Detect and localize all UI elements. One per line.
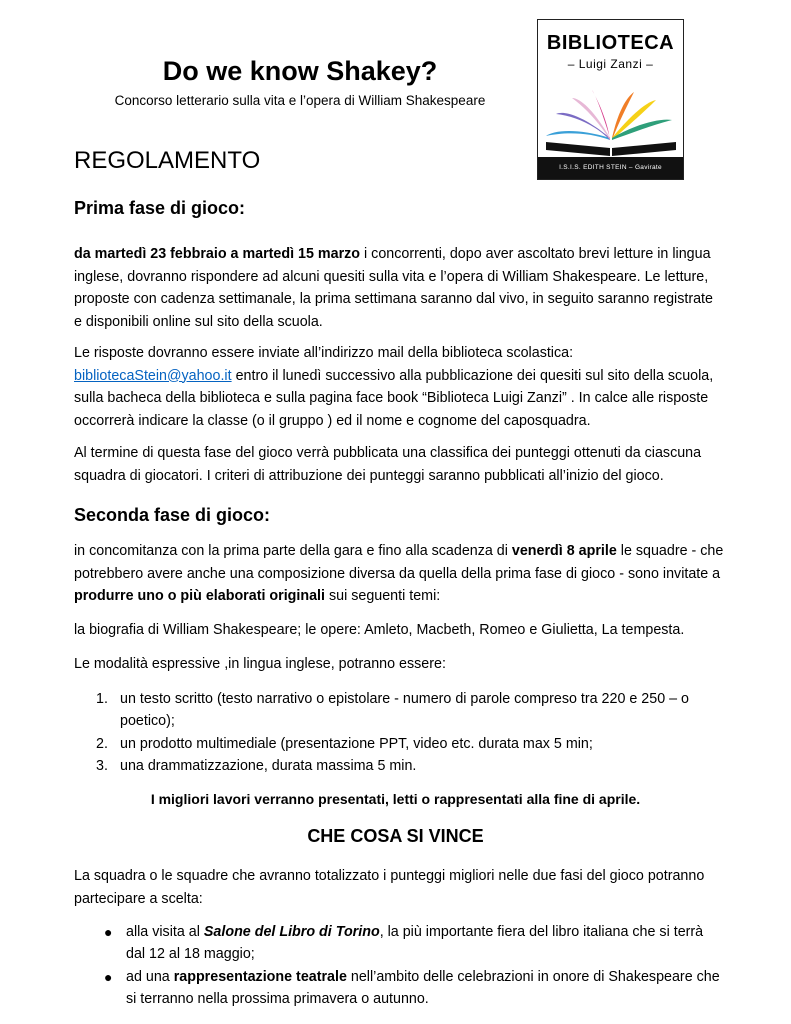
date-range: da martedì 23 febbraio a martedì 15 marzo: [74, 246, 361, 262]
list-text: una drammatizzazione, durata massima 5 min.: [120, 758, 417, 774]
text: i concorrenti, dopo aver ascoltato brevi letture in lingua: [360, 246, 711, 262]
list-number: 2.: [96, 736, 108, 752]
numbered-list: [96, 688, 736, 778]
paragraph-seconda-fase-1: [74, 540, 724, 608]
text: La squadra o le squadre che avranno totalizzato i punteggi migliori nelle due fasi del gioco potranno: [74, 868, 705, 884]
section-heading-regolamento: REGOLAMENTO: [74, 147, 261, 174]
list-text: un testo scritto (testo narrativo o epistolare - numero di parole compreso tra 220 e 250 – o: [120, 691, 689, 707]
event-name: rappresentazione teatrale: [173, 969, 347, 985]
page-title: Do we know Shakey?: [162, 56, 438, 86]
paragraph-prima-fase-2: [74, 342, 724, 432]
text: Le risposte dovranno essere inviate all’indirizzo mail della biblioteca scolastica:: [74, 345, 574, 361]
heading-seconda-fase: Seconda fase di gioco:: [74, 505, 271, 525]
text: le squadre - che: [616, 543, 724, 559]
heading-prima-fase: Prima fase di gioco:: [74, 198, 246, 218]
text: partecipare a scelta:: [74, 890, 203, 907]
text: inglese, dovranno rispondere ad alcuni quesiti sulla vita e l’opera di William Shakespeare. Le letture,: [74, 268, 709, 285]
list-text: un prodotto multimediale (presentazione PPT, video etc. durata max 5 min;: [120, 736, 593, 752]
bullet-icon: ●: [104, 924, 113, 940]
library-logo: [537, 19, 684, 180]
list-text: poetico);: [120, 713, 175, 729]
text: nell’ambito delle celebrazioni in onore di Shakespeare che: [346, 969, 720, 985]
text: potrebbero avere anche una composizione diversa da quella della prima fase di gioco - sono invitate a: [74, 565, 721, 582]
text: e disponibili online sul sito della scuola.: [74, 313, 323, 330]
text: proposte con cadenza settimanale, la prima settimana saranno dal vivo, in seguito saranno registrate: [74, 291, 713, 307]
text: ad una: [126, 969, 174, 985]
bullet-list: [104, 921, 734, 1016]
text: Al termine di questa fase del gioco verrà pubblicata una classifica dei punteggi ottenuti da ciascuna: [74, 445, 702, 461]
email-link[interactable]: bibliotecaStein@yahoo.it: [74, 367, 232, 384]
paragraph-prima-fase-1: [74, 243, 724, 333]
page-subtitle: Concorso letterario sulla vita e l’opera di William Shakespeare: [114, 93, 486, 108]
list-text: dal 12 al 18 maggio;: [126, 946, 255, 962]
event-name: Salone del Libro di Torino: [203, 924, 380, 940]
paragraph-temi: la biografia di William Shakespeare; le opere: Amleto, Macbeth, Romeo e Giulietta, La tempesta.: [74, 622, 685, 638]
heading-che-cosa-si-vince: CHE COSA SI VINCE: [307, 826, 484, 846]
text: squadra di giocatori. I criteri di attribuzione dei punteggi saranno pubblicati all’inizio del gioco.: [74, 467, 664, 484]
text: alla visita al: [126, 924, 204, 940]
text: sulla bacheca della biblioteca e sulla pagina face book “Biblioteca Luigi Zanzi” . In calce alle risposte: [74, 390, 709, 406]
logo-title: BIBLIOTECA: [546, 32, 675, 54]
logo-subtitle: – Luigi Zanzi –: [567, 57, 654, 71]
text: in concomitanza con la prima parte della gara e fino alla scadenza di: [74, 543, 512, 559]
logo-school-band: I.S.I.S. EDITH STEIN – Gavirate: [538, 157, 683, 179]
list-number: 3.: [96, 758, 108, 774]
text: sui seguenti temi:: [325, 588, 441, 604]
paragraph-vince: [74, 865, 724, 910]
text: occorrerà indicare la classe (o il gruppo ) ed il nome e cognome del caposquadra.: [74, 412, 591, 429]
emphasis: produrre uno o più elaborati originali: [74, 588, 325, 604]
closing-note: I migliori lavori verranno presentati, letti o rappresentati alla fine di aprile.: [150, 791, 641, 807]
list-text: [126, 966, 726, 989]
list-text: [126, 921, 726, 944]
deadline: venerdì 8 aprile: [511, 543, 617, 559]
paragraph-modalita: Le modalità espressive ,in lingua inglese, potranno essere:: [74, 656, 446, 672]
list-text: si terranno nella prossima primavera o autunno.: [126, 991, 429, 1007]
text: , la più importante fiera del libro italiana che si terrà: [379, 924, 704, 940]
text: entro il lunedì successivo alla pubblicazione dei quesiti sul sito della scuola,: [231, 367, 714, 384]
paragraph-prima-fase-3: [74, 442, 724, 487]
bullet-icon: ●: [104, 969, 113, 985]
list-number: 1.: [96, 691, 108, 707]
